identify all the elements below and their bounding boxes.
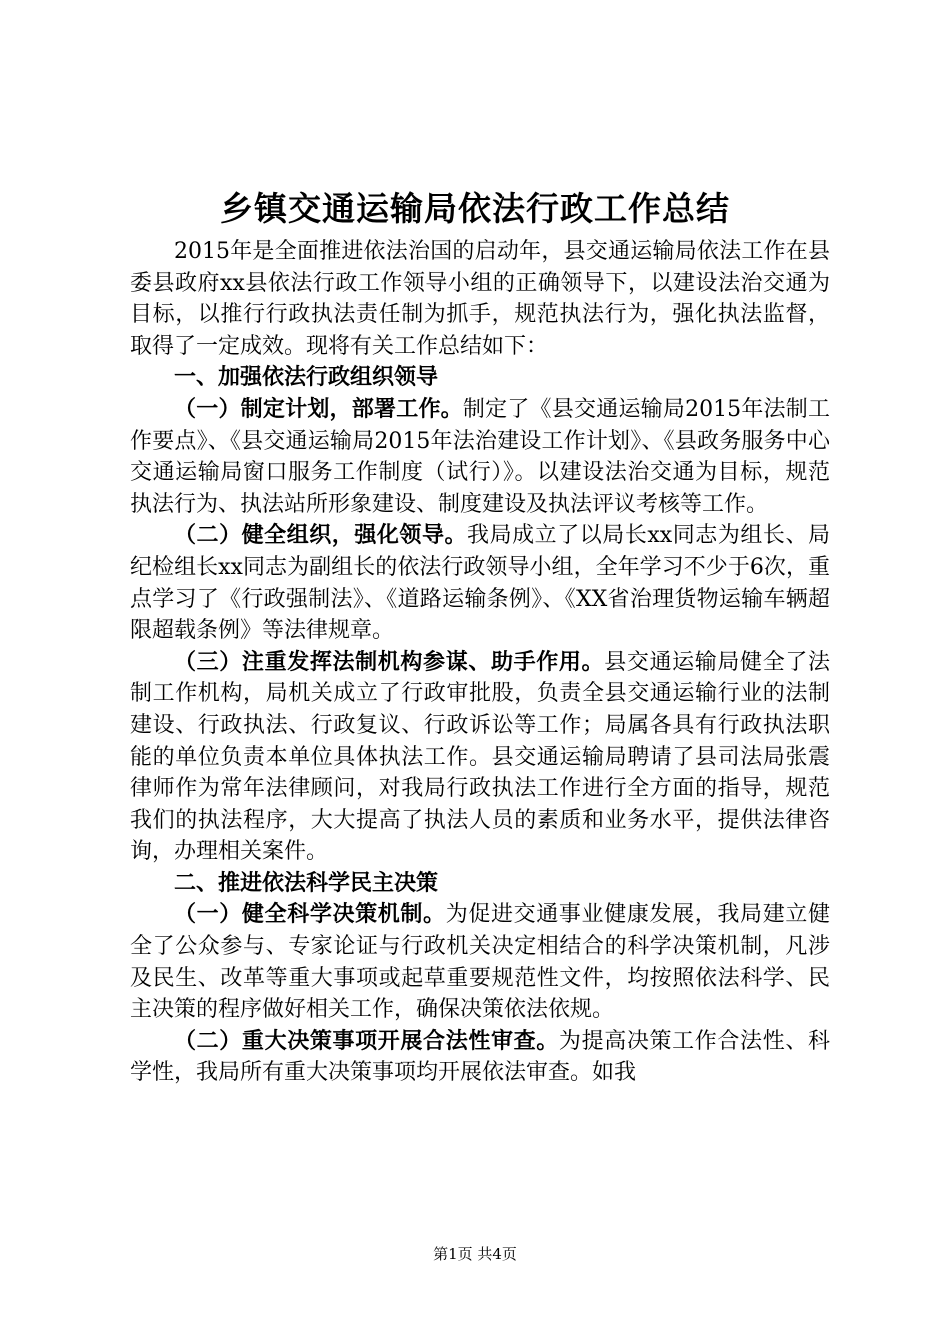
paragraph-lead: （三）注重发挥法制机构参谋、助手作用。 [174,648,605,675]
section-heading: 一、加强依法行政组织领导 [174,364,439,391]
paragraph [130,1026,830,1089]
paragraph-lead: （一）制定计划，部署工作。 [174,395,463,422]
paragraph-text: 为提高决策工作合法性、科学性，我局所有重大决策事项均开展依法审查。如我 [130,1028,830,1086]
paragraph-lead: （一）健全科学决策机制。 [174,901,446,928]
paragraph [130,520,830,646]
section-heading: 二、推进依法科学民主决策 [174,869,439,896]
page-number-footer: 第1页 共4页 [433,1245,517,1263]
paragraph-text: 县交通运输局健全了法制工作机构，局机关成立了行政审批股，负责全县交通运输行业的法制建设、行政执法、行政复议、行政诉讼等工作；局属各具有行政执法职能的单位负责本单位具体执法工作。县交通运输局聘请了县司法局张震律师作为常年法律顾问，对我局行政执法工作进行全方面的指导，规范我们的执法程序，大大提高了执法人员的素质和业务水平，提供法律咨询，办理相关案件。 [130,649,830,865]
intro-paragraph: 2015年是全面推进依法治国的启动年，县交通运输局依法工作在县委县政府xx县依法行政工作领导小组的正确领导下，以建设法治交通为目标，以推行行政执法责任制为抓手，规范执法行为，强化执法监督，取得了一定成效。现将有关工作总结如下： [130,239,830,359]
document-body [130,236,830,1089]
paragraph-text: 制定了《县交通运输局2015年法制工作要点》、《县交通运输局2015年法治建设工作计划》、《县政务服务中心交通运输局窗口服务工作制度（试行）》。以建设法治交通为目标，规范执法行为、执法站所形象建设、制度建设及执法评议考核等工作。 [130,396,830,517]
paragraph [130,394,830,520]
paragraph-text: 为促进交通事业健康发展，我局建立健全了公众参与、专家论证与行政机关决定相结合的科学决策机制，凡涉及民生、改革等重大事项或起草重要规范性文件，均按照依法科学、民主决策的程序做好相关工作，确保决策依法依规。 [130,902,830,1023]
document-title: 乡镇交通运输局依法行政工作总结 [220,189,730,228]
paragraph [130,899,830,1025]
paragraph-text: 我局成立了以局长xx同志为组长、局纪检组长xx同志为副组长的依法行政领导小组，全年学习不少于6次，重点学习了《行政强制法》、《道路运输条例》、《XX省治理货物运输车辆超限超载条例》等法律规章。 [130,523,830,644]
paragraph-lead: （二）健全组织，强化领导。 [174,522,468,549]
paragraph-lead: （二）重大决策事项开展合法性审查。 [174,1027,559,1054]
paragraph [130,647,830,868]
